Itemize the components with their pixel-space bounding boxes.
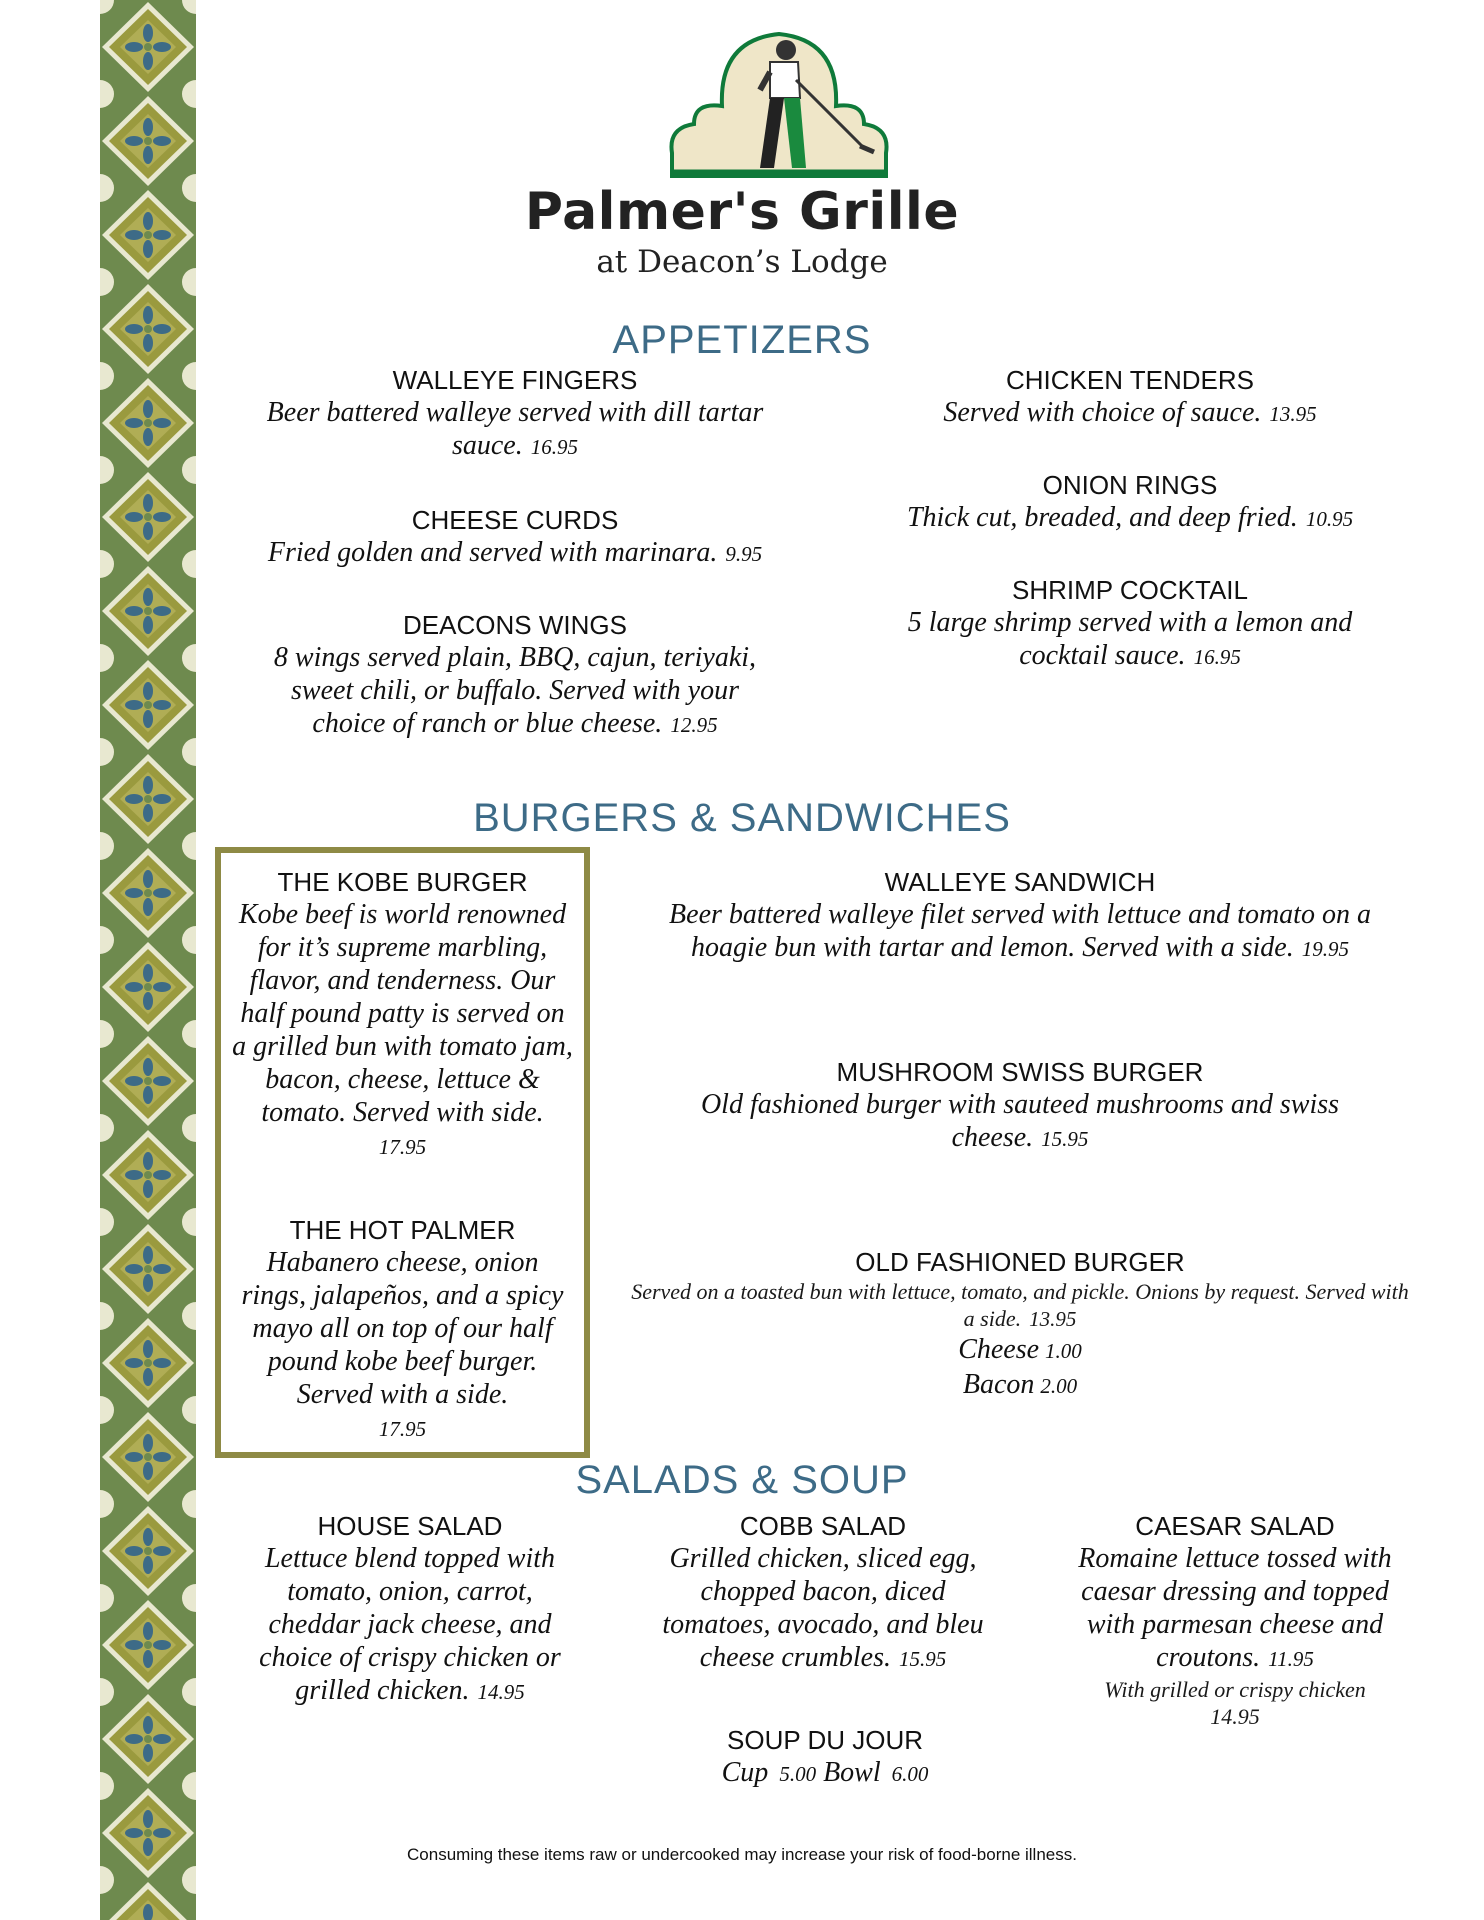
soup-cup-price: 5.00 xyxy=(779,1762,817,1786)
item-price: 16.95 xyxy=(1193,645,1241,669)
item-name: THE HOT PALMER xyxy=(289,1215,516,1245)
item-price: 19.95 xyxy=(1301,937,1349,961)
item-name: WALLEYE FINGERS xyxy=(392,365,638,395)
section-heading-salads: SALADS & SOUP xyxy=(575,1458,909,1502)
menu-item xyxy=(670,1056,1370,1156)
menu-item xyxy=(240,1510,580,1709)
restaurant-subtitle: at Deacon’s Lodge xyxy=(596,244,888,280)
item-desc: Grilled chicken, sliced egg, chopped bacon, diced tomatoes, avocado, and bleu cheese crumbles. xyxy=(662,1543,984,1673)
addon-label: Cheese xyxy=(958,1334,1040,1365)
item-price: 16.95 xyxy=(530,435,578,459)
item-name: WALLEYE SANDWICH xyxy=(884,867,1156,897)
item-price: 17.95 xyxy=(378,1135,427,1159)
addon-label: Bacon xyxy=(962,1369,1035,1400)
soup-bowl-price: 6.00 xyxy=(891,1762,929,1786)
menu-item xyxy=(255,609,775,742)
item-name: CHICKEN TENDERS xyxy=(1005,365,1254,395)
menu-item-soup xyxy=(600,1724,1050,1791)
addon-price: 2.00 xyxy=(1040,1374,1078,1398)
decorative-border xyxy=(100,0,196,1920)
menu-item-featured xyxy=(240,1214,565,1446)
item-name: SHRIMP COCKTAIL xyxy=(1012,575,1248,605)
item-desc: 8 wings served plain, BBQ, cajun, teriyaki, sweet chili, or buffalo. Served with your choice of ranch or blue cheese. xyxy=(273,642,757,739)
item-name: COBB SALAD xyxy=(739,1511,907,1541)
item-extra: With grilled or crispy chicken xyxy=(1104,1677,1366,1702)
menu-item xyxy=(630,1246,1410,1403)
menu-item xyxy=(880,574,1380,674)
item-name: CHEESE CURDS xyxy=(411,505,619,535)
addon-price: 1.00 xyxy=(1045,1339,1082,1363)
section-heading-appetizers: APPETIZERS xyxy=(612,318,872,362)
item-name: DEACONS WINGS xyxy=(403,610,627,640)
item-name: CAESAR SALAD xyxy=(1135,1511,1335,1541)
item-desc: Thick cut, breaded, and deep fried. xyxy=(906,502,1298,533)
item-name: SOUP DU JOUR xyxy=(727,1725,923,1755)
item-desc: Lettuce blend topped with tomato, onion, carrot, cheddar jack cheese, and choice of crispy chicken or grilled chicken. xyxy=(259,1543,561,1706)
item-price: 11.95 xyxy=(1268,1647,1314,1671)
soup-cup-label: Cup xyxy=(721,1757,769,1788)
menu-item xyxy=(640,866,1400,966)
item-desc: Romaine lettuce tossed with caesar dressing and topped with parmesan cheese and croutons. xyxy=(1078,1543,1392,1673)
item-desc: Served with choice of sauce. xyxy=(943,397,1262,428)
soup-bowl-label: Bowl xyxy=(823,1757,881,1788)
menu-item xyxy=(1055,1510,1415,1730)
item-desc: Beer battered walleye filet served with lettuce and tomato on a hoagie bun with tartar and lemon. Served with a side. xyxy=(669,899,1371,963)
item-price: 17.95 xyxy=(378,1417,427,1441)
footer-disclaimer: Consuming these items raw or undercooked may increase your risk of food-borne illness. xyxy=(407,1845,1077,1864)
item-price: 15.95 xyxy=(1041,1127,1089,1151)
menu-item xyxy=(643,1510,1003,1676)
restaurant-name: Palmer's Grille xyxy=(524,182,960,242)
menu-item xyxy=(860,469,1400,536)
border-pattern-icon xyxy=(100,0,196,1920)
item-price: 13.95 xyxy=(1029,1307,1077,1331)
item-name: THE KOBE BURGER xyxy=(277,867,528,897)
item-desc: 5 large shrimp served with a lemon and cocktail sauce. xyxy=(907,607,1353,671)
menu-item-featured xyxy=(230,866,575,1164)
item-name: ONION RINGS xyxy=(1042,470,1218,500)
menu-item xyxy=(240,504,790,571)
item-price: 12.95 xyxy=(670,713,718,737)
item-desc: Served on a toasted bun with lettuce, tomato, and pickle. Onions by request. Served with a side. xyxy=(631,1279,1409,1331)
item-desc: Old fashioned burger with sauteed mushrooms and swiss cheese. xyxy=(700,1089,1340,1153)
item-price: 15.95 xyxy=(899,1647,947,1671)
menu-item xyxy=(240,364,790,464)
item-price: 13.95 xyxy=(1269,402,1317,426)
item-price: 14.95 xyxy=(477,1680,525,1704)
item-extra-price: 14.95 xyxy=(1210,1704,1260,1729)
item-desc: Beer battered walleye served with dill tartar sauce. xyxy=(266,397,764,461)
item-price: 9.95 xyxy=(725,542,763,566)
item-desc: Kobe beef is world renowned for it’s supreme marbling, flavor, and tenderness. Our half pound patty is served on a grilled bun with tomato jam, bacon, cheese, lettuce & tomato. Served with side. xyxy=(232,899,573,1128)
item-desc: Fried golden and served with marinara. xyxy=(267,537,718,568)
section-heading-burgers: BURGERS & SANDWICHES xyxy=(473,796,1011,840)
item-name: OLD FASHIONED BURGER xyxy=(855,1247,1185,1277)
item-desc: Habanero cheese, onion rings, jalapeños, and a spicy mayo all on top of our half pound kobe beef burger. Served with a side. xyxy=(241,1247,564,1410)
golfer-logo-icon xyxy=(664,28,894,180)
menu-item xyxy=(860,364,1400,431)
item-name: HOUSE SALAD xyxy=(317,1511,503,1541)
item-name: MUSHROOM SWISS BURGER xyxy=(836,1057,1204,1087)
item-price: 10.95 xyxy=(1305,507,1354,531)
